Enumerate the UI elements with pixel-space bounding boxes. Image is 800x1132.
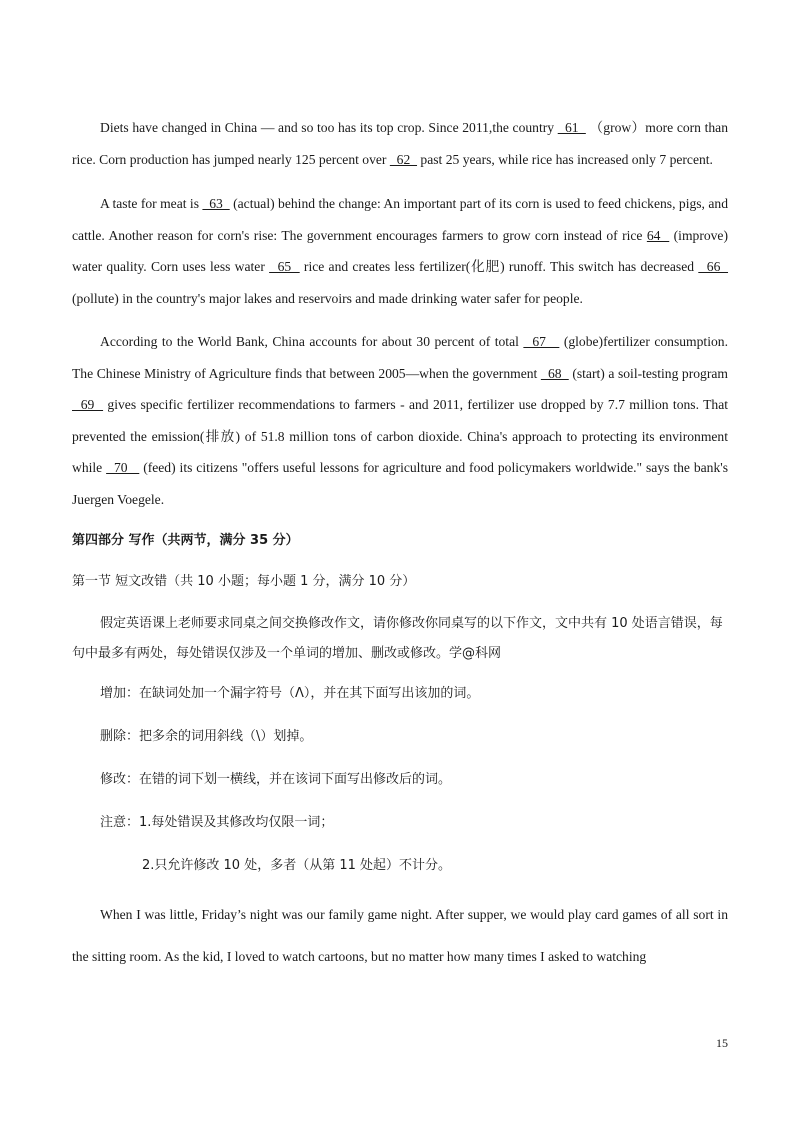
text-segment: A taste for meat is [100, 196, 203, 211]
passage-paragraph-2 [72, 188, 728, 314]
text-segment: (pollute) in the country's major lakes and reservoirs and made drinking water safer for people. [72, 290, 583, 306]
text-segment: （grow）more corn than rice. Corn production has jumped nearly 125 percent over [72, 120, 729, 167]
text-segment: (feed) its citizens "offers useful lessons for agriculture and food policymakers worldwide." says the bank's Juergen Voegele. [72, 460, 729, 507]
rule-modify: 修改：在错的词下划一横线，并在该词下面写出修改后的词。 [100, 772, 452, 787]
note-2: 2.只允许修改 10 处，多者（从第 11 处起）不计分。 [142, 858, 452, 873]
text-segment: rice and creates less fertilizer(化肥) runoff. This switch has decreased [299, 259, 699, 274]
text-segment: (improve) water quality. Corn uses less water [72, 227, 728, 274]
rule-delete: 删除：把多余的词用斜线（\）划掉。 [100, 729, 313, 744]
blank-63: 63 [202, 196, 230, 211]
document-page [72, 112, 728, 978]
text-segment: According to the World Bank, China accounts for about 30 percent of total [100, 334, 524, 349]
passage-paragraph-1 [72, 112, 728, 175]
blank-62: 62 [389, 151, 418, 167]
blank-68: 68 [540, 365, 569, 381]
page-number: 15 [716, 1036, 728, 1050]
text-segment: Diets have changed in China — and so too has its top crop. Since 2011,the country [100, 120, 558, 135]
text-segment: (actual) behind the change: An important part of its corn is used to feed chickens, pigs, and cattle. Another reason for corn's rise: The government encourages farmers to grow corn instead of rice [72, 196, 728, 243]
blank-66: 66 [698, 259, 729, 274]
blank-61: 61 [557, 120, 586, 135]
text-segment: (globe)fertilizer consumption. The Chinese Ministry of Agriculture finds that between 2005—when the government [72, 334, 728, 381]
rules-list [72, 679, 728, 881]
passage-paragraph-3 [72, 326, 728, 515]
essay-paragraph: When I was little, Friday’s night was our family game night. After supper, we would play card games of all sort in the sitting room. As the kid, I loved to watch cartoons, but no matter how many times I asked to watching [72, 907, 728, 964]
blank-69: 69 [72, 397, 104, 412]
blank-70: 70 [106, 460, 140, 475]
instructions-paragraph: 假定英语课上老师要求同桌之间交换修改作文，请你修改你同桌写的以下作文，文中共有 10 处语言错误，每句中最多有两处，每处错误仅涉及一个单词的增加、删改或修改。学@科网 [72, 616, 723, 661]
rule-add: 增加：在缺词处加一个漏字符号（Λ），并在其下面写出该加的词。 [100, 686, 480, 701]
section1-title: 第一节 短文改错（共 10 小题；每小题 1 分，满分 10 分） [72, 574, 416, 589]
note-1: 注意：1.每处错误及其修改均仅限一词； [100, 815, 334, 830]
text-segment: past 25 years, while rice has increased only 7 percent. [417, 151, 713, 167]
blank-64: 64 [646, 227, 670, 243]
text-segment: (start) a soil-testing program [568, 365, 728, 381]
blank-67: 67 [523, 334, 560, 349]
part4-heading: 第四部分 写作（共两节，满分 35 分） [72, 533, 299, 548]
blank-65: 65 [269, 259, 300, 274]
text-segment: gives specific fertilizer recommendations to farmers - and 2011, fertilizer use dropped by 7.7 million tons. That prevented the emission(排放) of 51.8 million tons of carbon dioxide. China's approach to protecting its environment while [72, 397, 728, 475]
